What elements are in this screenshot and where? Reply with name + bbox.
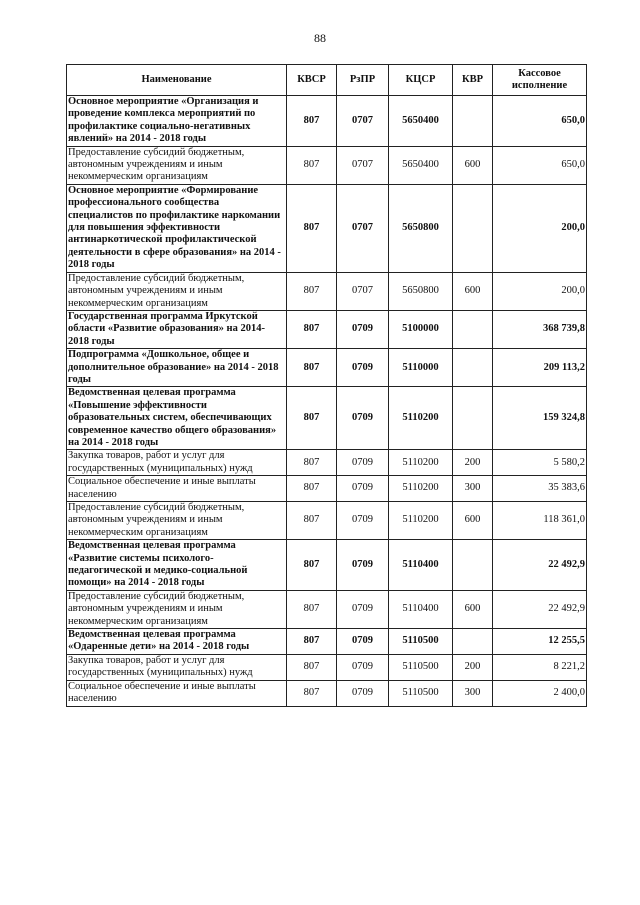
cell-rzpr: 0709 — [337, 654, 389, 680]
cell-name: Предоставление субсидий бюджетным, автономным учреждениям и иным некоммерческим организациям — [67, 590, 287, 628]
cell-rzpr: 0709 — [337, 590, 389, 628]
cell-amount: 200,0 — [493, 184, 587, 272]
cell-rzpr: 0709 — [337, 540, 389, 591]
cell-name: Закупка товаров, работ и услуг для государственных (муниципальных) нужд — [67, 450, 287, 476]
cell-rzpr: 0709 — [337, 450, 389, 476]
cell-name: Государственная программа Иркутской области «Развитие образования» на 2014-2018 годы — [67, 310, 287, 348]
cell-amount: 209 113,2 — [493, 349, 587, 387]
cell-rzpr: 0707 — [337, 96, 389, 147]
cell-kvr — [453, 629, 493, 655]
table-row — [67, 680, 587, 706]
cell-kvsr: 807 — [287, 476, 337, 502]
cell-kvr — [453, 96, 493, 147]
cell-kcsr: 5650400 — [389, 96, 453, 147]
table-row — [67, 590, 587, 628]
cell-amount: 650,0 — [493, 146, 587, 184]
cell-kvr: 600 — [453, 502, 493, 540]
cell-name: Подпрограмма «Дошкольное, общее и дополнительное образование» на 2014 - 2018 годы — [67, 349, 287, 387]
budget-execution-table — [66, 64, 587, 707]
header-amount: Кассовое исполнение — [493, 65, 587, 96]
cell-kvr: 600 — [453, 590, 493, 628]
cell-kcsr: 5110500 — [389, 680, 453, 706]
header-rzpr: РзПР — [337, 65, 389, 96]
table-row — [67, 540, 587, 591]
cell-kcsr: 5110500 — [389, 654, 453, 680]
cell-kvsr: 807 — [287, 272, 337, 310]
cell-kvr — [453, 387, 493, 450]
table-row — [67, 349, 587, 387]
cell-kvr — [453, 349, 493, 387]
header-kcsr: КЦСР — [389, 65, 453, 96]
cell-kvr — [453, 184, 493, 272]
cell-kcsr: 5110400 — [389, 590, 453, 628]
cell-amount: 12 255,5 — [493, 629, 587, 655]
cell-amount: 8 221,2 — [493, 654, 587, 680]
cell-rzpr: 0709 — [337, 310, 389, 348]
cell-amount: 5 580,2 — [493, 450, 587, 476]
table-header-row — [67, 65, 587, 96]
cell-kvsr: 807 — [287, 540, 337, 591]
cell-amount: 159 324,8 — [493, 387, 587, 450]
cell-name: Ведомственная целевая программа «Развитие системы психолого-педагогической и медико-социальной помощи» на 2014 - 2018 годы — [67, 540, 287, 591]
header-kvr: КВР — [453, 65, 493, 96]
cell-rzpr: 0709 — [337, 629, 389, 655]
cell-kvsr: 807 — [287, 184, 337, 272]
cell-kvsr: 807 — [287, 590, 337, 628]
cell-name: Ведомственная целевая программа «Повышение эффективности образовательных систем, обеспечивающих современное качество общего образования» на 2014 - 2018 годы — [67, 387, 287, 450]
cell-amount: 650,0 — [493, 96, 587, 147]
cell-kvsr: 807 — [287, 387, 337, 450]
cell-name: Основное мероприятие «Организация и проведение комплекса мероприятий по профилактике социально-негативных явлений» на 2014 - 2018 годы — [67, 96, 287, 147]
cell-kvsr: 807 — [287, 680, 337, 706]
cell-kvr: 600 — [453, 272, 493, 310]
table-row — [67, 450, 587, 476]
table-body — [67, 96, 587, 707]
cell-kvr: 600 — [453, 146, 493, 184]
header-kvsr: КВСР — [287, 65, 337, 96]
cell-kcsr: 5650800 — [389, 184, 453, 272]
cell-name: Закупка товаров, работ и услуг для государственных (муниципальных) нужд — [67, 654, 287, 680]
table-row — [67, 387, 587, 450]
cell-name: Предоставление субсидий бюджетным, автономным учреждениям и иным некоммерческим организациям — [67, 146, 287, 184]
cell-rzpr: 0709 — [337, 387, 389, 450]
cell-rzpr: 0707 — [337, 272, 389, 310]
cell-kcsr: 5110200 — [389, 476, 453, 502]
cell-kcsr: 5100000 — [389, 310, 453, 348]
cell-kvsr: 807 — [287, 96, 337, 147]
cell-kvr — [453, 540, 493, 591]
cell-name: Социальное обеспечение и иные выплаты населению — [67, 680, 287, 706]
cell-rzpr: 0709 — [337, 680, 389, 706]
cell-rzpr: 0707 — [337, 146, 389, 184]
table-row — [67, 502, 587, 540]
cell-amount: 368 739,8 — [493, 310, 587, 348]
header-name: Наименование — [67, 65, 287, 96]
cell-name: Основное мероприятие «Формирование профессионального сообщества специалистов по профилактике наркомании для повышения эффективности антинаркотической профилактической деятельности в сфере образования» на 2014 - 2018 годы — [67, 184, 287, 272]
cell-amount: 22 492,9 — [493, 540, 587, 591]
cell-kvsr: 807 — [287, 349, 337, 387]
cell-kvr — [453, 310, 493, 348]
table-row — [67, 476, 587, 502]
cell-name: Социальное обеспечение и иные выплаты населению — [67, 476, 287, 502]
cell-kcsr: 5110000 — [389, 349, 453, 387]
cell-kvsr: 807 — [287, 310, 337, 348]
cell-rzpr: 0709 — [337, 476, 389, 502]
table-row — [67, 310, 587, 348]
table-row — [67, 96, 587, 147]
cell-kcsr: 5110500 — [389, 629, 453, 655]
cell-amount: 2 400,0 — [493, 680, 587, 706]
table-row — [67, 629, 587, 655]
cell-rzpr: 0707 — [337, 184, 389, 272]
cell-amount: 35 383,6 — [493, 476, 587, 502]
cell-name: Предоставление субсидий бюджетным, автономным учреждениям и иным некоммерческим организациям — [67, 502, 287, 540]
table-row — [67, 654, 587, 680]
cell-kcsr: 5650800 — [389, 272, 453, 310]
cell-kvr: 200 — [453, 450, 493, 476]
cell-kvr: 300 — [453, 680, 493, 706]
cell-kvsr: 807 — [287, 146, 337, 184]
cell-kcsr: 5110400 — [389, 540, 453, 591]
cell-kcsr: 5650400 — [389, 146, 453, 184]
cell-kvr: 200 — [453, 654, 493, 680]
cell-rzpr: 0709 — [337, 349, 389, 387]
table-row — [67, 184, 587, 272]
cell-name: Ведомственная целевая программа «Одаренные дети» на 2014 - 2018 годы — [67, 629, 287, 655]
cell-kcsr: 5110200 — [389, 450, 453, 476]
page-number: 88 — [314, 31, 326, 45]
cell-kvsr: 807 — [287, 654, 337, 680]
cell-amount: 118 361,0 — [493, 502, 587, 540]
cell-kvr: 300 — [453, 476, 493, 502]
cell-amount: 22 492,9 — [493, 590, 587, 628]
cell-rzpr: 0709 — [337, 502, 389, 540]
cell-kcsr: 5110200 — [389, 387, 453, 450]
cell-amount: 200,0 — [493, 272, 587, 310]
cell-kvsr: 807 — [287, 629, 337, 655]
cell-name: Предоставление субсидий бюджетным, автономным учреждениям и иным некоммерческим организациям — [67, 272, 287, 310]
cell-kvsr: 807 — [287, 450, 337, 476]
table-row — [67, 146, 587, 184]
cell-kcsr: 5110200 — [389, 502, 453, 540]
cell-kvsr: 807 — [287, 502, 337, 540]
table-row — [67, 272, 587, 310]
